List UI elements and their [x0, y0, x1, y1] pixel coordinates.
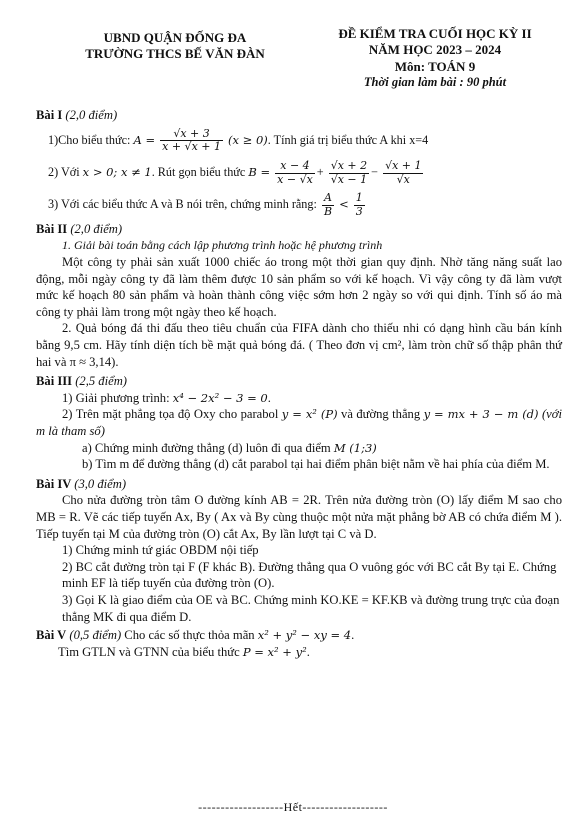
section-bai-5: Bài V (0,5 điểm) Cho các số thực thỏa mãn x² + y² − xy = 4.	[36, 628, 355, 643]
exam-title: ĐỀ KIỂM TRA CUỐI HỌC KỲ II	[338, 26, 532, 41]
denominator: 3	[355, 204, 363, 218]
exam-body	[36, 104, 562, 661]
question-text: Tìm GTLN và GTNN của biểu thức	[58, 644, 240, 659]
math-expression: x⁴ − 2x² − 3 = 0	[172, 390, 268, 405]
question-3-2	[36, 406, 562, 439]
section-points: (3,0 điểm)	[74, 476, 127, 491]
section-title: Bài I	[36, 108, 63, 122]
district-name: UBND QUẬN ĐỐNG ĐA	[103, 30, 247, 45]
numerator: √x + 2	[330, 158, 368, 172]
math-expression: M (1;3)	[333, 440, 377, 455]
question-text: Cho các số thực thỏa mãn	[124, 628, 255, 643]
math-expression: A =	[133, 132, 156, 147]
problem-paragraph: 2. Quả bóng đá thi đấu theo tiêu chuẩn của FIFA dành cho thiếu nhi có dạng hình cầu bán kính bằng 9,5 cm. Hãy tính diện tích bề mặt quả bóng đá. ( Theo đơn vị cm², làm tròn chữ số thập phân thứ hai và π ≈ 3,14).	[36, 321, 562, 369]
question-5: Tìm GTLN và GTNN của biểu thức P = x² + y².	[58, 644, 310, 659]
numerator: A	[322, 192, 334, 206]
question-4-2: 2) BC cắt đường tròn tại F (F khác B). Đường thẳng qua O vuông góc với BC cắt By tại E. Chứng minh EF là tiếp tuyến của đường tròn (O).	[62, 559, 557, 591]
problem-paragraph: Một công ty phải sản xuất 1000 chiếc áo trong một thời gian quy định. Nhờ tăng năng suất lao động, mỗi ngày công ty đã làm thêm được 10 sản phẩm so với kế hoạch. Vì vậy công ty đã làm vượt mức kế hoạch 80 sản phẩm và hoàn thành công việc sớm hơn 2 ngày so với qui định. Tính số áo mà công ty phải làm trong một ngày theo kế hoạch.	[36, 254, 562, 319]
fraction	[275, 160, 315, 186]
question-4-3: 3) Gọi K là giao điểm của OE và BC. Chứng minh KO.KE = KF.KB và đường trung trực của đoạn thẳng MK đi qua điểm D.	[62, 593, 560, 624]
question-text: 3) Với các biểu thức A và B nói trên, chứng minh rằng:	[48, 197, 317, 212]
question-text: . Rút gọn biểu thức	[151, 164, 246, 179]
fraction	[160, 128, 223, 154]
denominator: x − √x	[277, 172, 313, 186]
question-text: 2) Trên mặt phẳng tọa độ Oxy cho parabol	[62, 407, 279, 422]
section-bai-2	[36, 221, 562, 238]
section-title: Bài IV	[36, 476, 72, 491]
question-text: 1) Giải phương trình:	[62, 390, 170, 405]
punctuation: .	[267, 390, 271, 405]
note: (với m là tham số)	[36, 407, 562, 438]
math-expression: <	[339, 197, 349, 212]
section-points: (2,5 điểm)	[75, 374, 127, 389]
end-marker: -------------------Hết-------------------	[198, 800, 388, 814]
section-title: Bài V	[36, 628, 67, 643]
condition: (x ≥ 0)	[228, 132, 268, 147]
subject: Môn: TOÁN 9	[394, 58, 476, 74]
fraction	[354, 192, 365, 218]
question-text: và đường thẳng	[341, 407, 421, 422]
numerator: √x + 1	[385, 158, 422, 172]
exam-header	[300, 26, 570, 90]
denominator: B	[323, 204, 333, 218]
denominator: x + √x + 1	[162, 140, 221, 154]
denominator: √x	[396, 172, 410, 186]
fraction	[322, 192, 334, 218]
section-bai-1	[36, 107, 562, 124]
school-year: NĂM HỌC 2023 – 2024	[368, 42, 502, 58]
numerator: 1	[355, 191, 363, 205]
math-expression: y = mx + 3 − m (d)	[423, 407, 539, 422]
section-points: (2,0 điểm)	[65, 108, 118, 122]
subsection-heading: 1. Giải bài toán bằng cách lập phương trình hoặc hệ phương trình	[62, 238, 383, 253]
question-text: . Tính giá trị biểu thức A khi x=4	[267, 132, 429, 147]
math-expression: y = x² (P)	[281, 407, 338, 422]
section-points: (0,5 điểm)	[69, 628, 122, 643]
question-3-2a	[82, 440, 562, 457]
question-1-1	[48, 128, 562, 154]
section-title: Bài II	[36, 222, 68, 237]
math-expression: x² + y² − xy = 4	[257, 628, 352, 643]
math-expression: P = x² + y²	[242, 644, 307, 659]
exam-duration: Thời gian làm bài : 90 phút	[363, 74, 507, 89]
section-bai-4	[36, 476, 562, 493]
math-expression: B =	[248, 164, 271, 179]
numerator: x − 4	[275, 160, 315, 174]
question-1-3	[48, 192, 562, 218]
fraction	[329, 160, 369, 186]
section-title: Bài III	[36, 374, 73, 389]
question-text: a) Chứng minh đường thẳng (d) luôn đi qua điểm	[82, 440, 331, 455]
condition: x > 0; x ≠ 1	[82, 164, 152, 179]
section-bai-3	[36, 373, 562, 390]
question-3-1	[62, 390, 562, 407]
problem-paragraph: Cho nửa đường tròn tâm O đường kính AB = 2R. Trên nửa đường tròn (O) lấy điểm M sao cho MB = R. Vẽ các tiếp tuyến Ax, By ( Ax và By cùng thuộc một nửa mặt phẳng bờ AB có chứa điểm M ). Tiếp tuyến tại M của đường tròn (O) cắt Ax, By lần lượt tại C và D.	[36, 493, 562, 541]
denominator: √x − 1	[330, 172, 368, 186]
question-4-1: 1) Chứng minh tứ giác OBDM nội tiếp	[62, 543, 259, 558]
fraction	[383, 160, 423, 186]
question-text: 2) Với	[48, 164, 80, 179]
question-3-2b: b) Tìm m để đường thẳng (d) cắt parabol tại hai điểm phân biệt nằm về hai phía của điểm M.	[82, 457, 550, 472]
question-text: 1)Cho biểu thức:	[48, 132, 131, 147]
school-header	[70, 30, 280, 63]
question-1-2: 2) Với x > 0; x ≠ 1. Rút gọn biểu thức B = $\frac{x - 4}{x - √x}$ + $\frac{√x + 2}{√x - 1}$ − $\frac{√x + 1}{√x}$	[48, 158, 422, 186]
numerator: √x + 3	[160, 128, 223, 142]
section-points: (2,0 điểm)	[70, 222, 123, 237]
school-name: TRƯỜNG THCS BẾ VĂN ĐÀN	[85, 46, 265, 62]
